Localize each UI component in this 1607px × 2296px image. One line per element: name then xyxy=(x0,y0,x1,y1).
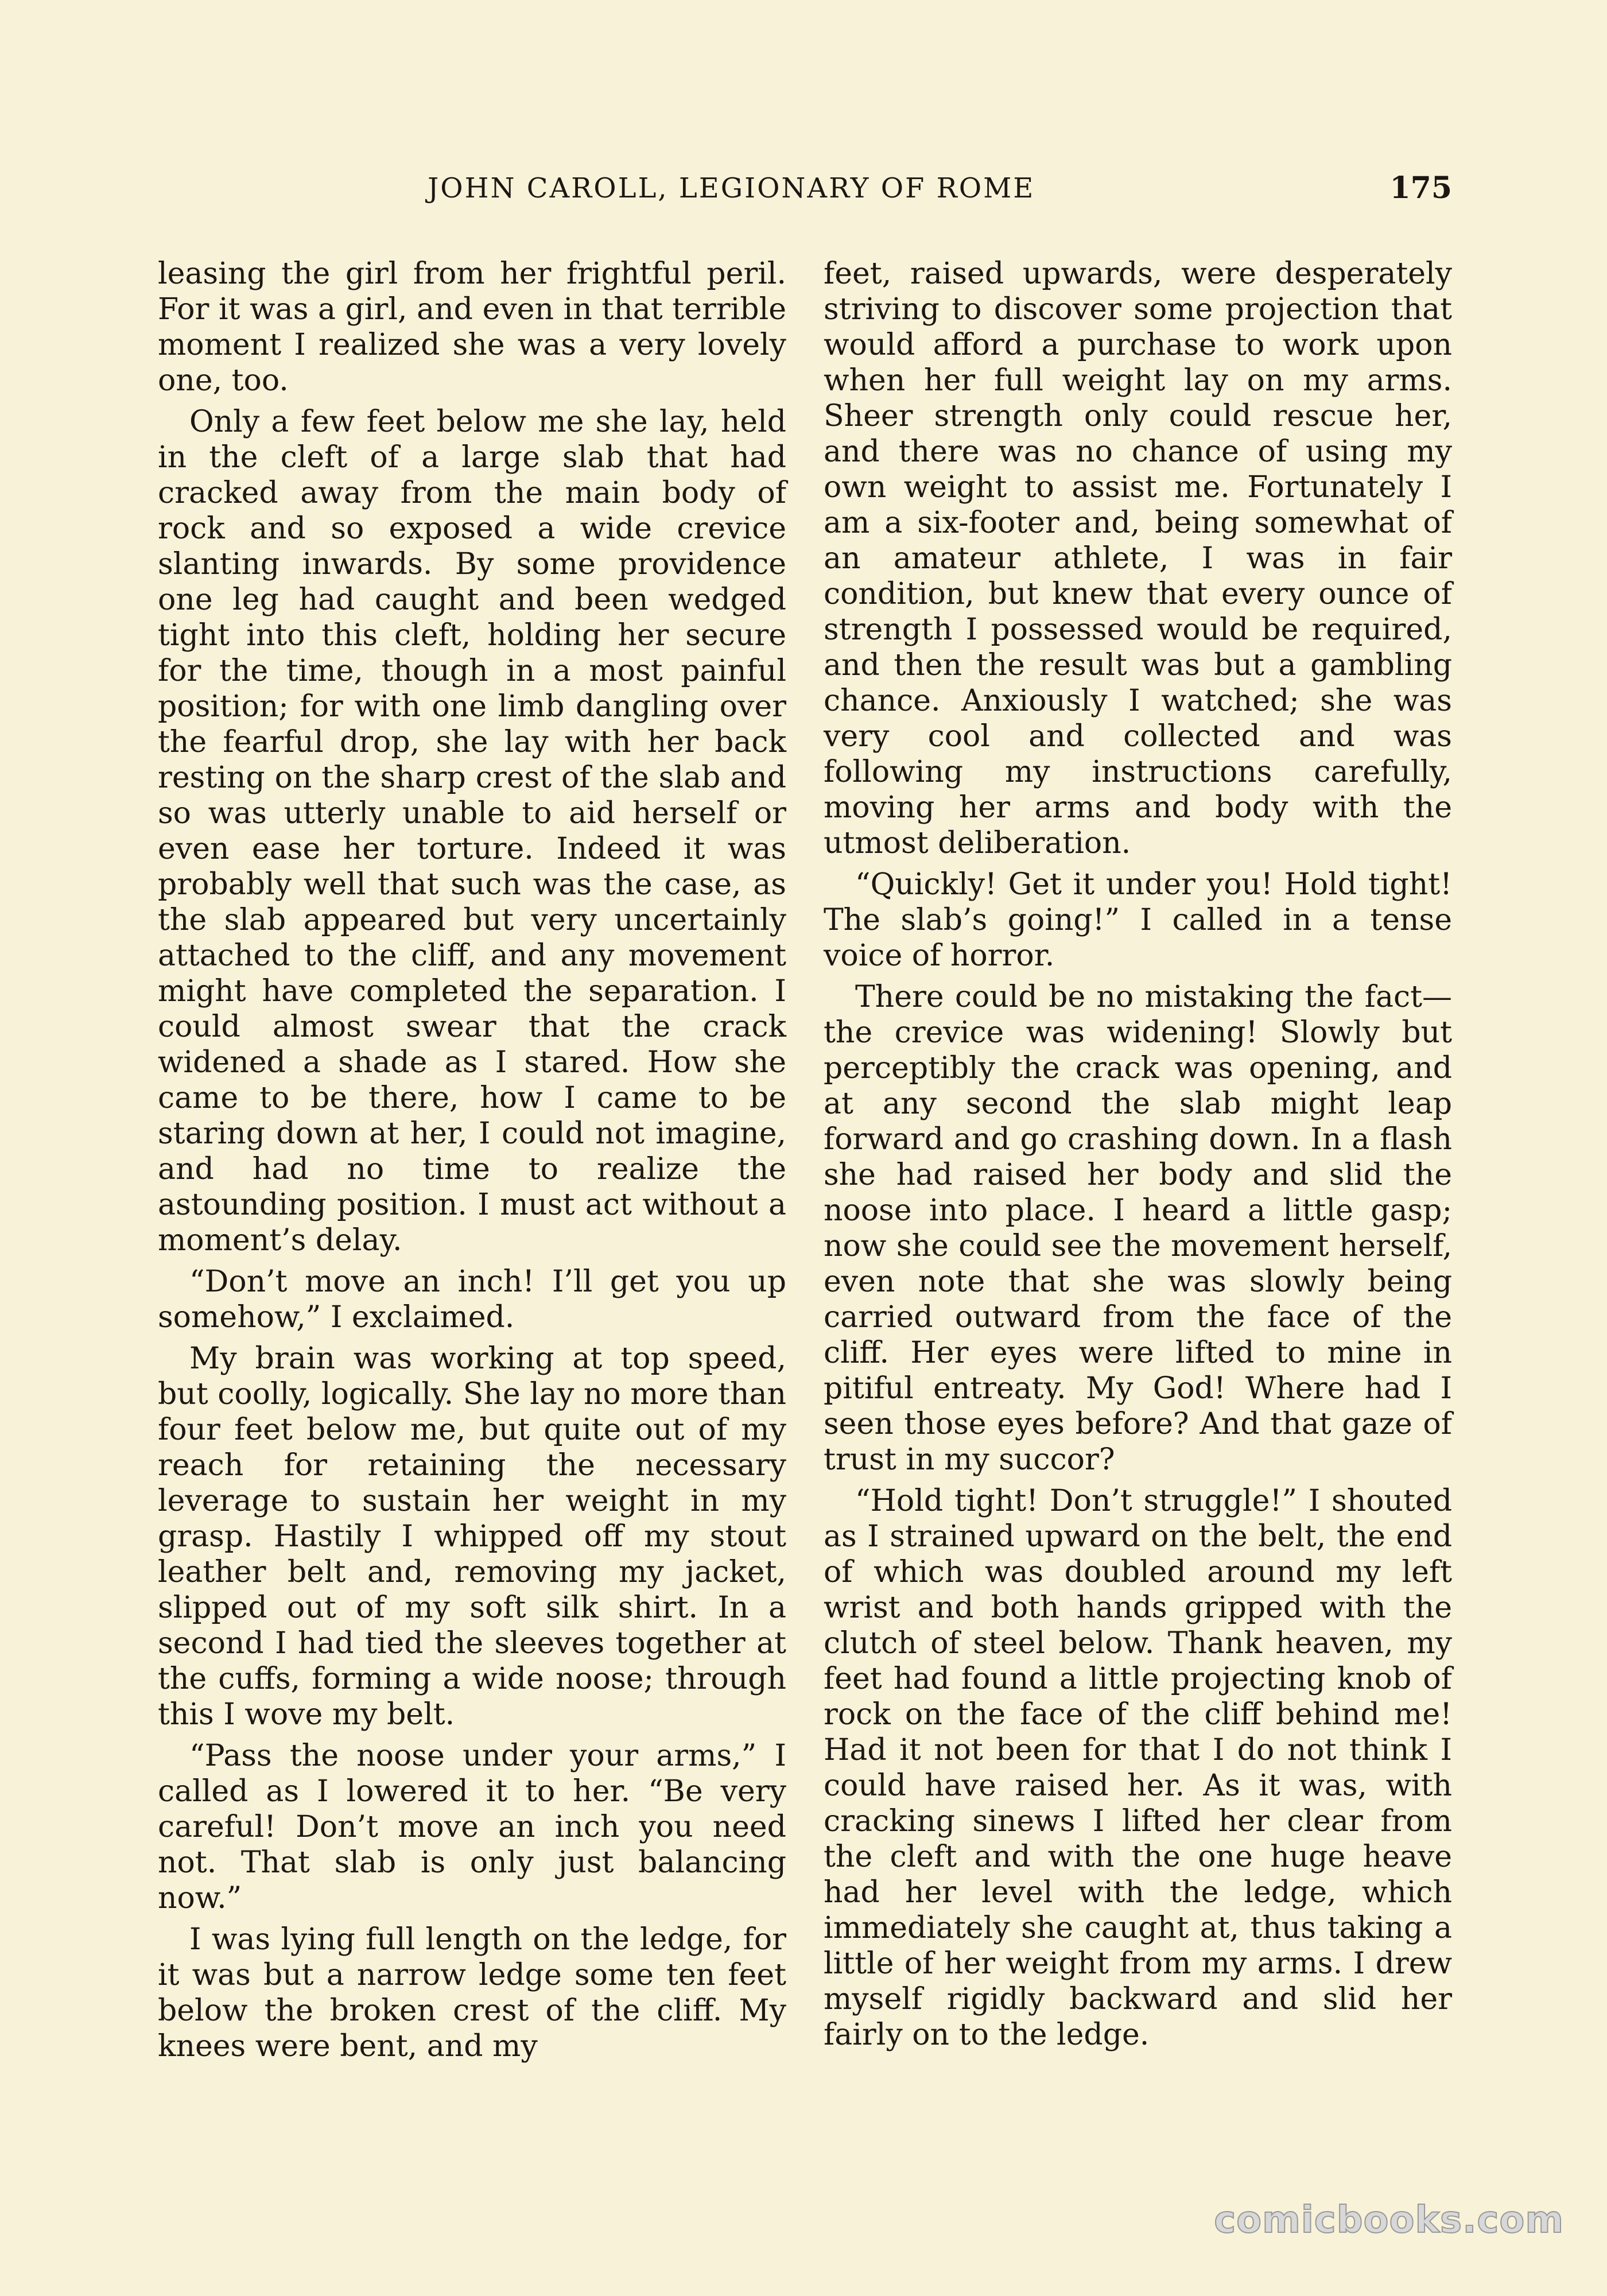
paragraph: “Quickly! Get it under you! Hold tight! The slab’s going!” I called in a tense voice of horror. xyxy=(824,867,1452,973)
paragraph: I was lying full length on the ledge, for it was but a narrow ledge some ten feet below the broken crest of the cliff. My knees were bent, and my xyxy=(158,1922,786,2064)
running-title: JOHN CAROLL, LEGIONARY OF ROME xyxy=(428,172,1035,204)
running-header xyxy=(402,172,1452,224)
paragraph: My brain was working at top speed, but coolly, logically. She lay no more than four feet below me, but quite out of my reach for retaining the necessary leverage to sustain her weight in my grasp. Hastily I whipped off my stout leather belt and, removing my jacket, slipped out of my soft silk shirt. In a second I had tied the sleeves together at the cuffs, forming a wide noose; through this I wove my belt. xyxy=(158,1341,786,1732)
left-column xyxy=(158,256,786,2070)
page-number: 175 xyxy=(1389,170,1452,205)
paragraph: “Don’t move an inch! I’ll get you up somehow,” I exclaimed. xyxy=(158,1265,786,1335)
paragraph: feet, raised upwards, were desperately striving to discover some projection that would afford a purchase to work upon when her full weight lay on my arms. Sheer strength only could rescue her, and there was no chance of using my own weight to assist me. Fortunately I am a six-footer and, being somewhat of an amateur athlete, I was in fair condition, but knew that every ounce of strength I possessed would be required, and then the result was but a gambling chance. Anxiously I watched; she was very cool and collected and was following my instructions carefully, moving her arms and body with the utmost deliberation. xyxy=(824,257,1452,860)
paragraph: “Pass the noose under your arms,” I called as I lowered it to her. “Be very careful! Don’t move an inch you need not. That slab is only just balancing now.” xyxy=(158,1739,786,1915)
paragraph: leasing the girl from her frightful peril. For it was a girl, and even in that terrible moment I realized she was a very lovely one, too. xyxy=(158,257,786,398)
right-column xyxy=(824,256,1452,2058)
paragraph: Only a few feet below me she lay, held in the cleft of a large slab that had cracked away from the main body of rock and so exposed a wide crevice slanting inwards. By some providence one leg had caught and been wedged tight into this cleft, holding her secure for the time, though in a most painful position; for with one limb dangling over the fearful drop, she lay with her back resting on the sharp crest of the slab and so was utterly unable to aid herself or even ease her torture. Indeed it was probably well that such was the case, as the slab appeared but very uncertainly attached to the cliff, and any movement might have completed the separation. I could almost swear that the crack widened a shade as I stared. How she came to be there, how I came to be staring down at her, I could not imagine, and had no time to realize the astounding position. I must act without a moment’s delay. xyxy=(158,405,786,1258)
watermark-logo: comicbooks.com xyxy=(1214,2199,1564,2241)
paragraph: There could be no mistaking the fact—the crevice was widening! Slowly but perceptibly the crack was opening, and at any second the slab might leap forward and go crashing down. In a flash she had raised her body and slid the noose into place. I heard a little gasp; now she could see the movement herself, even note that she was slowly being carried outward from the face of the cliff. Her eyes were lifted to mine in pitiful entreaty. My God! Where had I seen those eyes before? And that gaze of trust in my succor? xyxy=(824,980,1452,1477)
paragraph: “Hold tight! Don’t struggle!” I shouted as I strained upward on the belt, the end of which was doubled around my left wrist and both hands gripped with the clutch of steel below. Thank heaven, my feet had found a little projecting knob of rock on the face of the cliff behind me! Had it not been for that I do not think I could have raised her. As it was, with cracking sinews I lifted her clear from the cleft and with the one huge heave had her level with the ledge, which immediately she caught at, thus taking a little of her weight from my arms. I drew myself rigidly backward and slid her fairly on to the ledge. xyxy=(824,1484,1452,2052)
